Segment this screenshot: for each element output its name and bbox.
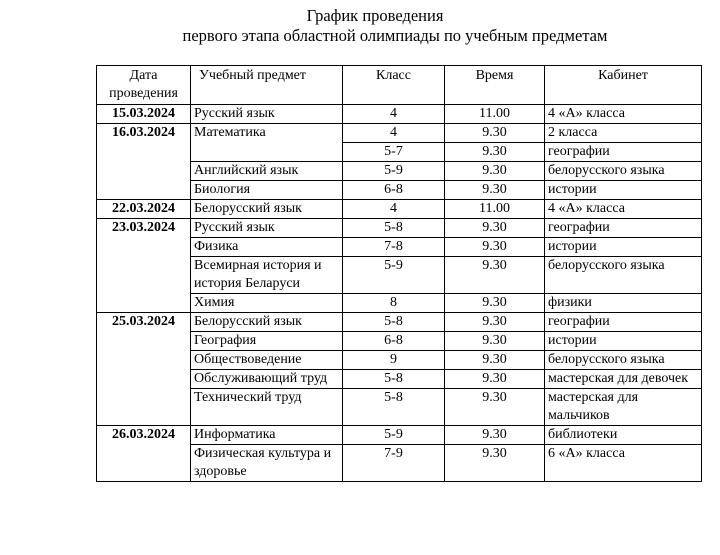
room-cell: географии	[545, 219, 702, 238]
schedule-table	[96, 65, 702, 482]
time-cell: 9.30	[445, 162, 545, 181]
grade-cell: 8	[343, 294, 445, 313]
time-cell: 9.30	[445, 143, 545, 162]
time-cell: 11.00	[445, 105, 545, 124]
subject-cell: География	[191, 332, 343, 351]
time-cell: 9.30	[445, 181, 545, 200]
grade-cell: 9	[343, 351, 445, 370]
column-header-grade: Класс	[343, 66, 445, 105]
column-header-time: Время	[445, 66, 545, 105]
grade-cell: 4	[343, 124, 445, 143]
room-cell: 4 «А» класса	[545, 200, 702, 219]
room-cell: истории	[545, 181, 702, 200]
room-cell: 4 «А» класса	[545, 105, 702, 124]
room-cell: физики	[545, 294, 702, 313]
time-cell: 9.30	[445, 389, 545, 426]
room-cell: 6 «А» класса	[545, 445, 702, 482]
room-cell: мастерская для девочек	[545, 370, 702, 389]
time-cell: 9.30	[445, 351, 545, 370]
room-cell: библиотеки	[545, 426, 702, 445]
column-header-subject: Учебный предмет	[191, 66, 343, 105]
document-subtitle: первого этапа областной олимпиады по учебным предметам	[182, 26, 608, 45]
table-row	[97, 313, 702, 332]
room-cell: 2 класса	[545, 124, 702, 143]
grade-cell: 7-9	[343, 445, 445, 482]
subject-cell: Белорусский язык	[191, 313, 343, 332]
grade-cell: 5-9	[343, 162, 445, 181]
room-cell: белорусского языка	[545, 351, 702, 370]
date-cell: 25.03.2024	[97, 313, 191, 426]
document-title: График проведения	[306, 6, 444, 25]
grade-cell: 5-8	[343, 219, 445, 238]
room-cell: географии	[545, 313, 702, 332]
time-cell: 9.30	[445, 313, 545, 332]
date-cell: 22.03.2024	[97, 200, 191, 219]
grade-cell: 5-8	[343, 389, 445, 426]
time-cell: 9.30	[445, 294, 545, 313]
subject-cell: Информатика	[191, 426, 343, 445]
subject-cell: Физическая культура и здоровье	[191, 445, 343, 482]
room-cell: мастерская для мальчиков	[545, 389, 702, 426]
subject-cell: Обществоведение	[191, 351, 343, 370]
time-cell: 9.30	[445, 219, 545, 238]
grade-cell: 5-9	[343, 426, 445, 445]
room-cell: истории	[545, 332, 702, 351]
time-cell: 9.30	[445, 238, 545, 257]
time-cell: 9.30	[445, 257, 545, 294]
time-cell: 9.30	[445, 332, 545, 351]
date-cell: 15.03.2024	[97, 105, 191, 124]
grade-cell: 5-9	[343, 257, 445, 294]
subject-cell: Русский язык	[191, 105, 343, 124]
subject-cell: Белорусский язык	[191, 200, 343, 219]
subject-cell: Биология	[191, 181, 343, 200]
date-cell: 16.03.2024	[97, 124, 191, 200]
time-cell: 9.30	[445, 370, 545, 389]
grade-cell: 5-7	[343, 143, 445, 162]
grade-cell: 4	[343, 200, 445, 219]
subject-cell: Математика	[191, 124, 343, 162]
subject-cell: Английский язык	[191, 162, 343, 181]
subject-cell: Русский язык	[191, 219, 343, 238]
time-cell: 9.30	[445, 426, 545, 445]
table-row	[97, 219, 702, 238]
room-cell: белорусского языка	[545, 257, 702, 294]
grade-cell: 7-8	[343, 238, 445, 257]
time-cell: 9.30	[445, 445, 545, 482]
grade-cell: 5-8	[343, 370, 445, 389]
subject-cell: Технический труд	[191, 389, 343, 426]
time-cell: 9.30	[445, 124, 545, 143]
grade-cell: 6-8	[343, 181, 445, 200]
subject-cell: Всемирная история и история Беларуси	[191, 257, 343, 294]
column-header-room: Кабинет	[545, 66, 702, 105]
date-cell: 26.03.2024	[97, 426, 191, 482]
column-header-date: Дата проведения	[97, 66, 191, 105]
room-cell: истории	[545, 238, 702, 257]
grade-cell: 5-8	[343, 313, 445, 332]
date-cell: 23.03.2024	[97, 219, 191, 313]
subject-cell: Обслуживающий труд	[191, 370, 343, 389]
time-cell: 11.00	[445, 200, 545, 219]
table-row	[97, 200, 702, 219]
table-row	[97, 124, 702, 143]
subject-cell: Физика	[191, 238, 343, 257]
header-row	[97, 66, 702, 105]
grade-cell: 4	[343, 105, 445, 124]
room-cell: географии	[545, 143, 702, 162]
grade-cell: 6-8	[343, 332, 445, 351]
room-cell: белорусского языка	[545, 162, 702, 181]
subject-cell: Химия	[191, 294, 343, 313]
table-row	[97, 105, 702, 124]
table-row	[97, 426, 702, 445]
